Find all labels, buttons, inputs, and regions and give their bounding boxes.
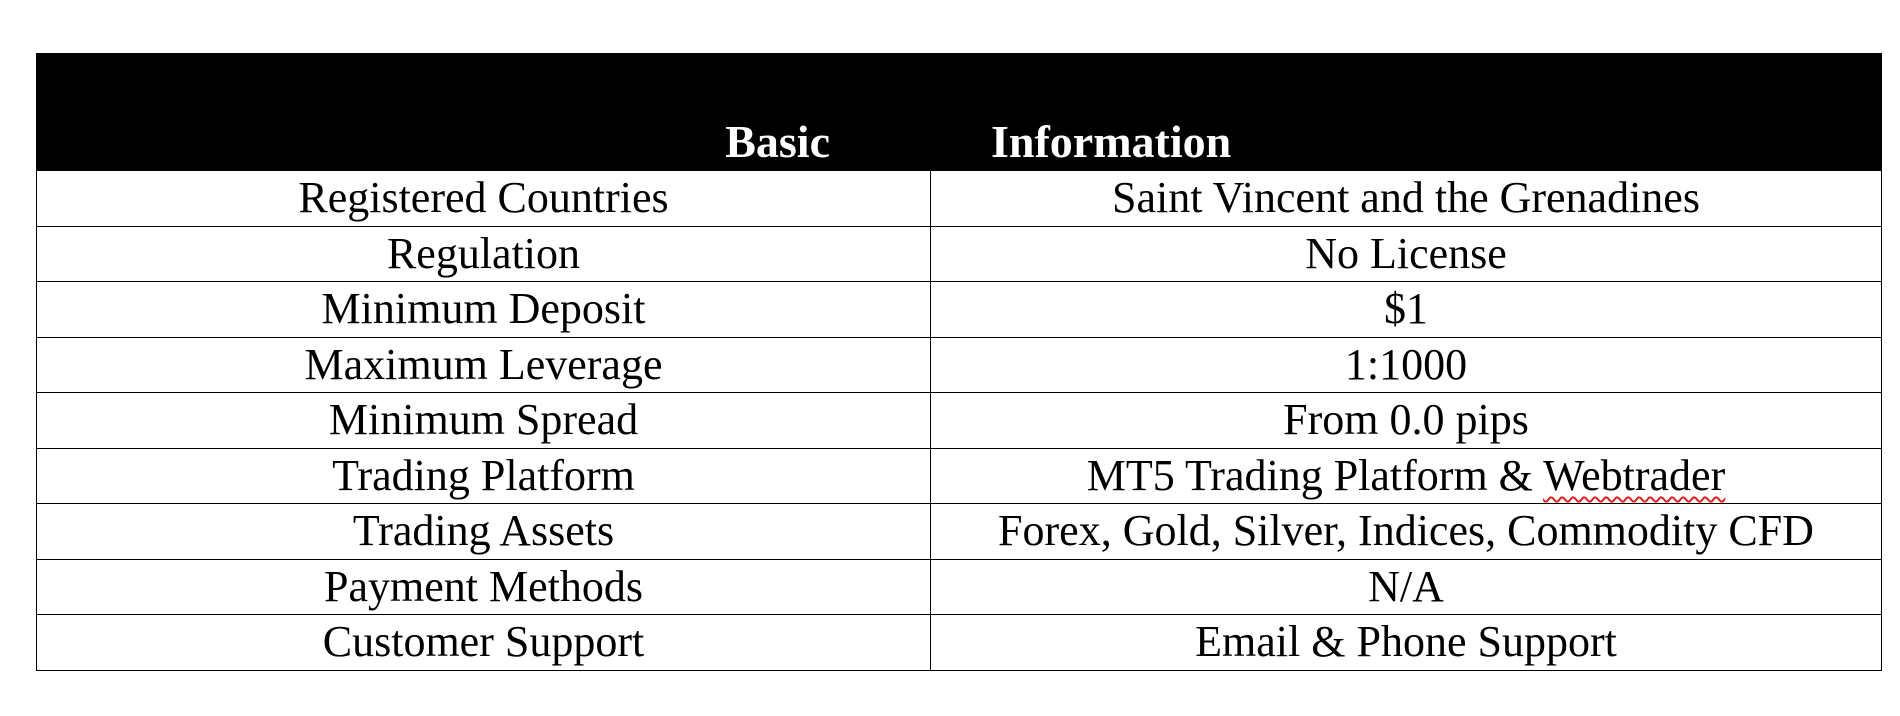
row-label: Payment Methods (37, 559, 931, 615)
row-value: From 0.0 pips (931, 393, 1882, 449)
row-label: Registered Countries (37, 171, 931, 227)
table-row (37, 337, 1882, 393)
table-row (37, 448, 1882, 504)
table-row (37, 282, 1882, 338)
row-value: Email & Phone Support (931, 615, 1882, 671)
row-value: Saint Vincent and the Grenadines (931, 171, 1882, 227)
table-row (37, 559, 1882, 615)
row-label: Minimum Deposit (37, 282, 931, 338)
table-row (37, 504, 1882, 560)
table-row (37, 615, 1882, 671)
row-label: Trading Platform (37, 448, 931, 504)
header-cell-right (931, 54, 1882, 171)
table-row (37, 171, 1882, 227)
table-row (37, 226, 1882, 282)
table-header-row (37, 54, 1882, 171)
row-value: No License (931, 226, 1882, 282)
row-label: Maximum Leverage (37, 337, 931, 393)
row-value (931, 448, 1882, 504)
row-label: Regulation (37, 226, 931, 282)
header-left-text: Basic (725, 116, 830, 167)
header-cell-left (37, 54, 931, 171)
row-value: Forex, Gold, Silver, Indices, Commodity CFD (931, 504, 1882, 560)
basic-information-table (36, 53, 1882, 671)
row-label: Customer Support (37, 615, 931, 671)
row-value: 1:1000 (931, 337, 1882, 393)
row-value: N/A (931, 559, 1882, 615)
row-label: Trading Assets (37, 504, 931, 560)
table-row (37, 393, 1882, 449)
value-prefix: MT5 Trading Platform & (1086, 450, 1544, 500)
row-label: Minimum Spread (37, 393, 931, 449)
header-right-text: Information (991, 116, 1232, 167)
spellcheck-underlined-word: Webtrader (1543, 450, 1726, 500)
row-value: $1 (931, 282, 1882, 338)
